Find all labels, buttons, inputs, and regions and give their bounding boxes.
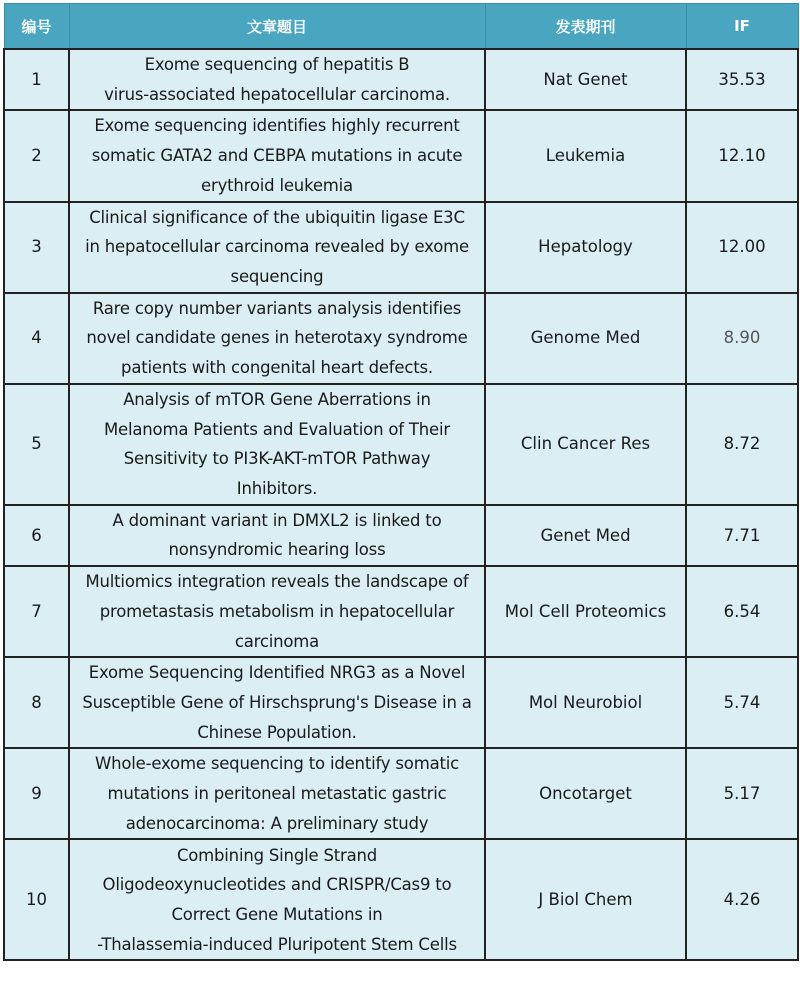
cell-title xyxy=(69,839,485,960)
title-line: Chinese Population. xyxy=(197,722,357,742)
header-title: 文章题目 xyxy=(69,4,485,50)
cell-impact-factor: 8.90 xyxy=(686,293,798,384)
cell-number: 2 xyxy=(4,110,69,201)
title-line: in hepatocellular carcinoma revealed by exome xyxy=(85,237,469,257)
cell-number: 9 xyxy=(4,748,69,839)
title-line: novel candidate genes in heterotaxy syndrome xyxy=(86,328,468,348)
cell-number: 3 xyxy=(4,202,69,293)
title-line: virus-associated hepatocellular carcinoma. xyxy=(104,84,450,104)
table-row xyxy=(4,384,798,505)
title-line: mutations in peritoneal metastatic gastric xyxy=(107,784,447,804)
header-journal: 发表期刊 xyxy=(485,4,686,50)
publication-table xyxy=(3,3,799,961)
cell-journal: Mol Cell Proteomics xyxy=(485,566,686,657)
table-row xyxy=(4,839,798,960)
cell-title xyxy=(69,110,485,201)
table-row xyxy=(4,110,798,201)
cell-number: 5 xyxy=(4,384,69,505)
cell-impact-factor: 35.53 xyxy=(686,49,798,110)
cell-journal: Oncotarget xyxy=(485,748,686,839)
title-line: erythroid leukemia xyxy=(201,175,353,195)
table-row xyxy=(4,505,798,566)
cell-impact-factor: 12.10 xyxy=(686,110,798,201)
title-line: Melanoma Patients and Evaluation of Their xyxy=(104,419,450,439)
title-line: Inhibitors. xyxy=(236,478,318,498)
cell-journal: Hepatology xyxy=(485,202,686,293)
cell-impact-factor: 8.72 xyxy=(686,384,798,505)
table-row xyxy=(4,202,798,293)
cell-impact-factor: 12.00 xyxy=(686,202,798,293)
cell-title xyxy=(69,566,485,657)
table-body xyxy=(4,49,798,960)
title-line: prometastasis metabolism in hepatocellular xyxy=(99,601,455,621)
table-row xyxy=(4,49,798,110)
cell-title xyxy=(69,505,485,566)
table-header xyxy=(4,4,798,50)
cell-journal: Genet Med xyxy=(485,505,686,566)
cell-journal: J Biol Chem xyxy=(485,839,686,960)
cell-journal: Nat Genet xyxy=(485,49,686,110)
cell-impact-factor: 4.26 xyxy=(686,839,798,960)
cell-journal: Clin Cancer Res xyxy=(485,384,686,505)
title-line: Sensitivity to PI3K-AKT-mTOR Pathway xyxy=(123,449,431,469)
cell-impact-factor: 5.17 xyxy=(686,748,798,839)
title-line: Rare copy number variants analysis identifies xyxy=(92,298,462,318)
cell-title xyxy=(69,49,485,110)
title-line: patients with congenital heart defects. xyxy=(121,358,433,378)
cell-impact-factor: 7.71 xyxy=(686,505,798,566)
title-line: Exome sequencing of hepatitis B xyxy=(144,55,410,74)
cell-number: 10 xyxy=(4,839,69,960)
cell-journal: Genome Med xyxy=(485,293,686,384)
cell-title xyxy=(69,384,485,505)
title-line: Exome sequencing identifies highly recurrent xyxy=(94,116,460,136)
cell-number: 4 xyxy=(4,293,69,384)
cell-title xyxy=(69,657,485,748)
title-line: adenocarcinoma: A preliminary study xyxy=(125,813,429,833)
title-line: Oligodeoxynucleotides and CRISPR/Cas9 to xyxy=(102,875,452,895)
cell-journal: Mol Neurobiol xyxy=(485,657,686,748)
table-row xyxy=(4,293,798,384)
table-row xyxy=(4,566,798,657)
title-line: Whole-exome sequencing to identify somatic xyxy=(94,754,460,774)
title-line: nonsyndromic hearing loss xyxy=(168,540,386,560)
cell-number: 7 xyxy=(4,566,69,657)
cell-number: 6 xyxy=(4,505,69,566)
title-line: Combining Single Strand xyxy=(176,845,378,865)
title-line: Analysis of mTOR Gene Aberrations in xyxy=(123,389,431,409)
header-if: IF xyxy=(686,4,798,50)
title-line: sequencing xyxy=(230,266,324,286)
cell-title xyxy=(69,748,485,839)
table-row xyxy=(4,657,798,748)
table-row xyxy=(4,748,798,839)
cell-journal: Leukemia xyxy=(485,110,686,201)
cell-number: 1 xyxy=(4,49,69,110)
cell-title xyxy=(69,202,485,293)
title-line: -Thalassemia-induced Pluripotent Stem Cells xyxy=(97,934,457,954)
publication-table-container xyxy=(3,3,797,961)
cell-impact-factor: 6.54 xyxy=(686,566,798,657)
header-row xyxy=(4,4,798,50)
cell-number: 8 xyxy=(4,657,69,748)
title-line: somatic GATA2 and CEBPA mutations in acute xyxy=(91,146,463,166)
title-line: Exome Sequencing Identified NRG3 as a Novel xyxy=(88,663,466,683)
title-line: carcinoma xyxy=(234,631,320,651)
title-line: Correct Gene Mutations in xyxy=(171,904,383,924)
title-line: A dominant variant in DMXL2 is linked to xyxy=(112,510,442,530)
header-number: 编号 xyxy=(4,4,69,50)
title-line: Susceptible Gene of Hirschsprung's Disease in a xyxy=(82,692,472,712)
title-line: Clinical significance of the ubiquitin ligase E3C xyxy=(89,207,465,227)
cell-title xyxy=(69,293,485,384)
title-line: Multiomics integration reveals the landscape of xyxy=(85,572,469,592)
cell-impact-factor: 5.74 xyxy=(686,657,798,748)
